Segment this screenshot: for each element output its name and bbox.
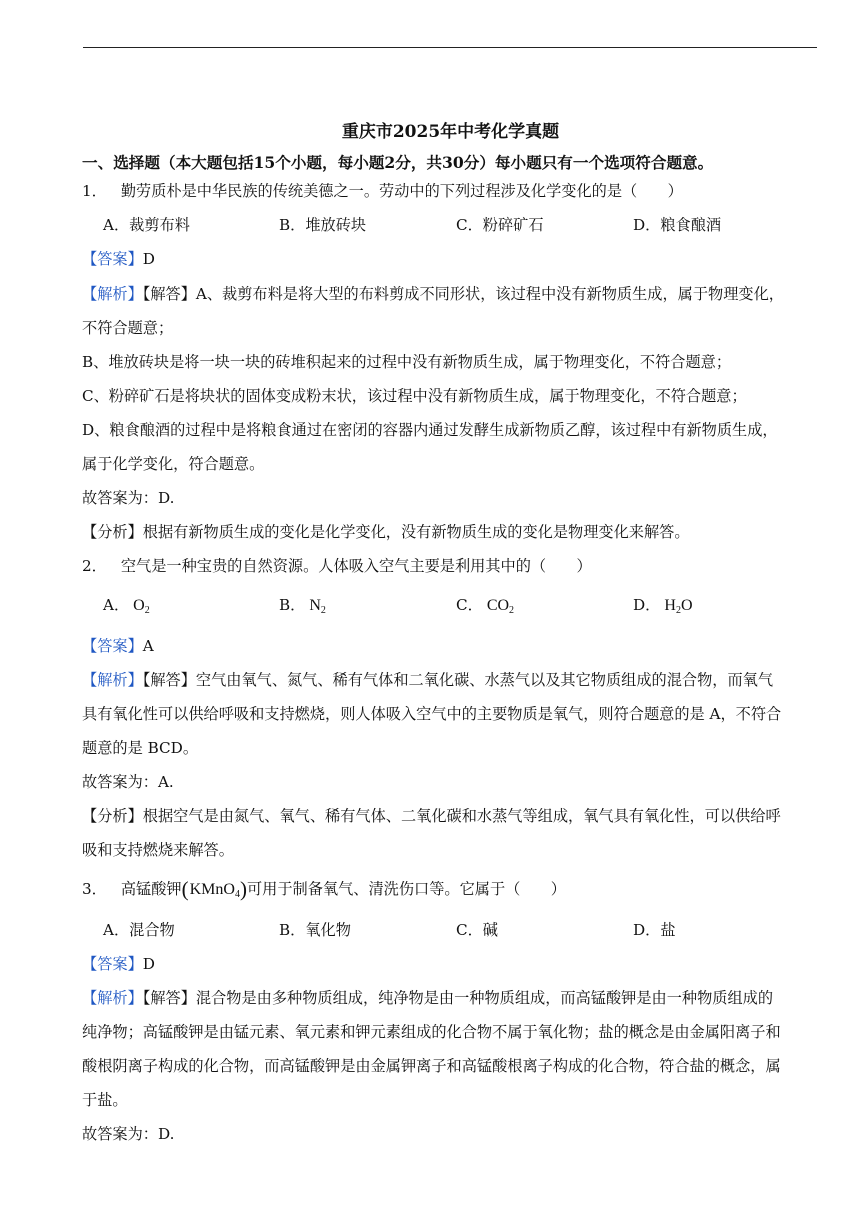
header-rule xyxy=(83,47,817,48)
analysis-line xyxy=(82,988,773,1008)
option-c: C．碱 xyxy=(456,921,498,939)
analysis-text: 混合物是由多种物质组成，纯净物是由一种物质组成，而高锰酸钾是由一种物质组成的 xyxy=(195,989,774,1007)
jieda-tag: 【解答】 xyxy=(142,989,196,1007)
option-d: D．粮食酿酒 xyxy=(633,216,722,234)
chem-formula: $H_2O$ xyxy=(664,597,693,616)
analysis-text: 属于化学变化，符合题意。 xyxy=(82,455,265,473)
analysis-line xyxy=(82,284,784,304)
analysis-text: 空气由氧气、氮气、稀有气体和二氧化碳、水蒸气以及其它物质组成的混合物，而氧气 xyxy=(195,671,774,689)
fenxi-line xyxy=(82,522,690,542)
analysis-text: 题意的是 BCD。 xyxy=(82,739,199,757)
analysis-text: 不符合题意； xyxy=(82,319,174,337)
analysis-text: 于盐。 xyxy=(82,1091,128,1109)
chem-formula: $N_2$ xyxy=(309,597,326,616)
answer-tag: 【答案】 xyxy=(82,955,143,973)
question-number: 3． xyxy=(82,880,107,898)
question-text: 勤劳质朴是中华民族的传统美德之一。劳动中的下列过程涉及化学变化的是（ ） xyxy=(120,182,683,200)
option-a: A．裁剪布料 xyxy=(103,216,190,234)
fenxi-line xyxy=(82,806,781,826)
analysis-text: D、粮食酿酒的过程中是将粮食通过在密闭的容器内通过发酵生成新物质乙醇，该过程中有新物质生成， xyxy=(82,421,778,439)
analysis-text: A、裁剪布料是将大型的布料剪成不同形状，该过程中没有新物质生成，属于物理变化， xyxy=(195,285,784,303)
question-2-stem xyxy=(82,556,592,576)
analysis-line xyxy=(82,670,773,690)
question-1-stem xyxy=(82,181,683,201)
fenxi-text: 根据有新物质生成的变化是化学变化，没有新物质生成的变化是物理变化来解答。 xyxy=(142,523,690,541)
fenxi-text: 吸和支持燃烧来解答。 xyxy=(82,841,234,859)
question-number: 1． xyxy=(82,182,107,200)
jieda-tag: 【解答】 xyxy=(142,285,196,303)
page-title: 重庆市2025年中考化学真题 xyxy=(341,122,560,142)
answer-line xyxy=(82,954,155,974)
option-d: D．盐 xyxy=(633,921,676,939)
final-answer: 故答案为：A. xyxy=(82,773,174,791)
analysis-text: 酸根阴离子构成的化合物，而高锰酸钾是由金属钾离子和高锰酸根离子构成的化合物，符合盐的概念，属 xyxy=(82,1057,781,1075)
final-answer: 故答案为：D. xyxy=(82,1125,175,1143)
option-c: C． $CO_2$ xyxy=(456,596,515,616)
final-answer: 故答案为：D. xyxy=(82,489,175,507)
question-text: 空气是一种宝贵的自然资源。人体吸入空气主要是利用其中的（ ） xyxy=(120,557,592,575)
option-b: B． $N_2$ xyxy=(279,596,326,616)
analysis-text: B、堆放砖块是将一块一块的砖堆积起来的过程中没有新物质生成，属于物理变化，不符合题意； xyxy=(82,353,732,371)
option-a: A．混合物 xyxy=(103,921,175,939)
jiexi-tag: 【解析】 xyxy=(82,671,143,689)
option-b: B．堆放砖块 xyxy=(279,216,367,234)
jiexi-tag: 【解析】 xyxy=(82,285,143,303)
question-number: 2． xyxy=(82,557,107,575)
jieda-tag: 【解答】 xyxy=(142,671,196,689)
question-text: 可用于制备氧气、清洗伤口等。它属于（ ） xyxy=(246,880,566,898)
answer-value: A xyxy=(142,637,154,655)
section-heading: 一、选择题（本大题包括15个小题，每小题2分，共30分）每小题只有一个选项符合题意。 xyxy=(82,153,714,172)
fenxi-tag: 【分析】 xyxy=(82,523,143,541)
question-text: 高锰酸钾 xyxy=(120,880,182,898)
answer-value: D xyxy=(142,955,155,973)
answer-line xyxy=(82,249,155,269)
fenxi-text: 根据空气是由氮气、氧气、稀有气体、二氧化碳和水蒸气等组成，氧气具有氧化性，可以供给呼 xyxy=(142,807,781,825)
answer-tag: 【答案】 xyxy=(82,637,143,655)
analysis-text: 纯净物；高锰酸钾是由锰元素、氧元素和钾元素组成的化合物不属于氧化物；盐的概念是由金属阳离子和 xyxy=(82,1023,781,1041)
chem-formula: $O_2$ xyxy=(133,597,150,616)
chem-formula: $CO_2$ xyxy=(486,597,515,616)
chem-formula: KMnO$_4$ xyxy=(189,881,240,900)
answer-tag: 【答案】 xyxy=(82,250,143,268)
fenxi-tag: 【分析】 xyxy=(82,807,143,825)
analysis-text: 具有氧化性可以供给呼吸和支持燃烧，则人体吸入空气中的主要物质是氧气，则符合题意的是 A，不符合 xyxy=(82,705,782,723)
option-d: D． $H_2O$ xyxy=(633,596,693,616)
option-a: A． $O_2$ xyxy=(103,596,150,616)
analysis-text: C、粉碎矿石是将块状的固体变成粉末状，该过程中没有新物质生成，属于物理变化，不符合题意； xyxy=(82,387,747,405)
option-b: B．氧化物 xyxy=(279,921,351,939)
jiexi-tag: 【解析】 xyxy=(82,989,143,1007)
answer-value: D xyxy=(142,250,155,268)
option-c: C．粉碎矿石 xyxy=(456,216,544,234)
question-3-stem: 3． 高锰酸钾(KMnO$_4$)可用于制备氧气、清洗伤口等。它属于（ ） xyxy=(82,877,566,901)
answer-line xyxy=(82,636,154,656)
